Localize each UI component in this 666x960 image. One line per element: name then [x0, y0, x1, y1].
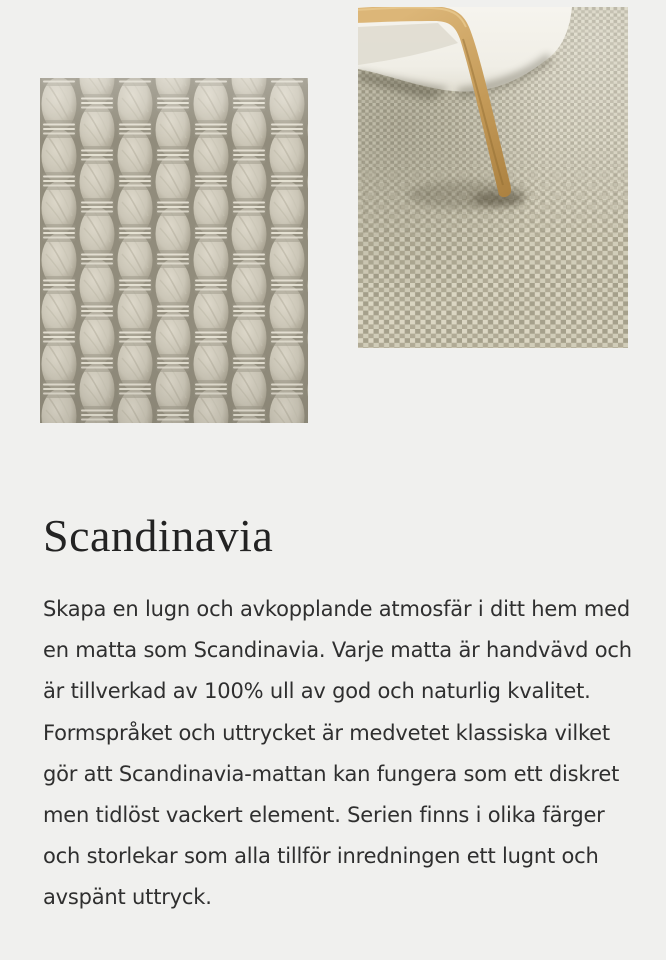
paragraph-line: avspänt uttryck.: [43, 885, 212, 910]
rug-closeup-photo: [40, 78, 308, 423]
product-description: [43, 589, 649, 919]
paragraph-line: Formspråket och uttrycket är medvetet klassiska vilket: [43, 720, 610, 745]
paragraph-line: och storlekar som alla tillför inredningen ett lugnt och: [43, 844, 599, 869]
paragraph-line: är tillverkad av 100% ull av god och naturlig kvalitet.: [43, 679, 591, 704]
paragraph-line: Skapa en lugn och avkopplande atmosfär i ditt hem med: [43, 597, 630, 621]
paragraph-line: gör att Scandinavia-mattan kan fungera som ett diskret: [43, 761, 620, 786]
paragraph-line: men tidlöst vackert element. Serien finns i olika färger: [43, 803, 605, 828]
page-title: Scandinavia: [43, 510, 274, 561]
chair-on-rug-photo: [358, 7, 628, 348]
chair-on-rug-image: [358, 7, 628, 348]
rug-closeup-image: [40, 78, 308, 423]
paragraph-line: en matta som Scandinavia. Varje matta är handvävd och: [43, 638, 632, 663]
